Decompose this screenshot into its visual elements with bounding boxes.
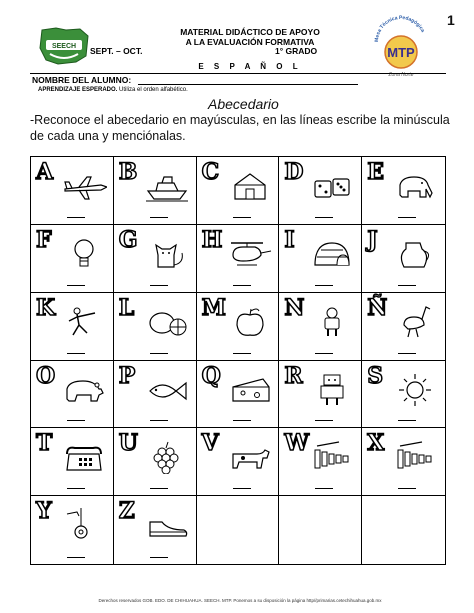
letter-cell bbox=[279, 225, 362, 293]
xylophone-icon bbox=[309, 440, 355, 474]
lowercase-answer-line[interactable] bbox=[398, 353, 416, 354]
lemon-icon bbox=[144, 305, 190, 339]
letter-cell bbox=[114, 428, 197, 496]
page-number: 1 bbox=[447, 12, 455, 28]
instruction-text: -Reconoce el abecedario en mayúsculas, en las líneas escribe la minúscula de cada una y menciónalas. bbox=[30, 113, 450, 143]
helicopter-icon bbox=[227, 237, 273, 271]
lowercase-answer-line[interactable] bbox=[398, 217, 416, 218]
lowercase-answer-line[interactable] bbox=[398, 420, 416, 421]
letter-cell bbox=[114, 361, 197, 429]
student-name-line[interactable] bbox=[138, 84, 358, 85]
letter-cell bbox=[114, 157, 197, 225]
lowercase-answer-line[interactable] bbox=[67, 557, 85, 558]
letter-cell bbox=[197, 293, 280, 361]
letter-cell bbox=[362, 428, 445, 496]
letter-cell bbox=[362, 293, 445, 361]
lowercase-answer-line[interactable] bbox=[315, 488, 333, 489]
svg-text:Mesa Técnica Pedagógica: Mesa Técnica Pedagógica bbox=[373, 14, 426, 43]
xylophone-icon bbox=[392, 440, 438, 474]
lowercase-answer-line[interactable] bbox=[233, 217, 251, 218]
robot-icon bbox=[309, 373, 355, 407]
lowercase-answer-line[interactable] bbox=[67, 285, 85, 286]
airplane-icon bbox=[61, 169, 107, 203]
cheese-icon bbox=[227, 373, 273, 407]
uppercase-letter: Z bbox=[118, 498, 135, 525]
footer-text: Derechos reservados GOB. EDO. DE CHIHUAHUA. SEECH. MTP. Ponemos a su disposición la página http//primarias.cetechihuahua.gob.mx bbox=[98, 598, 382, 603]
lowercase-answer-line[interactable] bbox=[315, 420, 333, 421]
lowercase-answer-line[interactable] bbox=[233, 285, 251, 286]
lowercase-answer-line[interactable] bbox=[315, 285, 333, 286]
uppercase-letter: S bbox=[367, 362, 384, 389]
empty-cell bbox=[279, 496, 362, 564]
uppercase-letter: W bbox=[284, 430, 310, 457]
fish-icon bbox=[144, 373, 190, 407]
letter-cell bbox=[279, 361, 362, 429]
cat-icon bbox=[144, 237, 190, 271]
uppercase-letter: A bbox=[36, 159, 54, 185]
letter-cell bbox=[279, 428, 362, 496]
header-line-2: A LA EVALUACIÓN FORMATIVA bbox=[185, 37, 315, 47]
uppercase-letter: Q bbox=[201, 362, 221, 389]
ostrich-icon bbox=[392, 305, 438, 339]
expected-learning-label: APRENDIZAJE ESPERADO. bbox=[38, 87, 118, 93]
lowercase-answer-line[interactable] bbox=[67, 217, 85, 218]
lowercase-answer-line[interactable] bbox=[67, 420, 85, 421]
letter-cell bbox=[114, 225, 197, 293]
empty-cell bbox=[197, 496, 280, 564]
lightbulb-icon bbox=[61, 237, 107, 271]
karate-icon bbox=[61, 305, 107, 339]
letter-cell bbox=[362, 361, 445, 429]
jug-icon bbox=[392, 237, 438, 271]
svg-text:MTP: MTP bbox=[387, 45, 415, 60]
lowercase-answer-line[interactable] bbox=[233, 353, 251, 354]
worksheet-title: Abecedario bbox=[208, 96, 279, 112]
letter-cell bbox=[31, 293, 114, 361]
uppercase-letter: O bbox=[36, 362, 56, 389]
letter-cell bbox=[31, 157, 114, 225]
uppercase-letter: I bbox=[284, 226, 295, 253]
lowercase-answer-line[interactable] bbox=[398, 285, 416, 286]
uppercase-letter: R bbox=[284, 362, 303, 389]
lowercase-answer-line[interactable] bbox=[315, 353, 333, 354]
letter-cell bbox=[31, 428, 114, 496]
uppercase-letter: U bbox=[118, 430, 138, 457]
boat-icon bbox=[144, 169, 190, 203]
child-icon bbox=[309, 305, 355, 339]
letter-cell bbox=[31, 361, 114, 429]
house-icon bbox=[227, 169, 273, 203]
letter-cell bbox=[197, 157, 280, 225]
expected-learning bbox=[38, 87, 188, 93]
grade-label: 1° GRADO bbox=[275, 46, 318, 56]
uppercase-letter: Y bbox=[36, 498, 52, 525]
uppercase-letter: K bbox=[36, 294, 56, 321]
letter-cell bbox=[114, 496, 197, 564]
svg-text:Zona Norte: Zona Norte bbox=[388, 72, 414, 78]
seech-logo bbox=[36, 26, 92, 66]
uppercase-letter: T bbox=[36, 430, 53, 457]
header-rule bbox=[30, 73, 446, 74]
letter-cell bbox=[362, 225, 445, 293]
mtp-logo bbox=[370, 14, 432, 80]
bear-icon bbox=[61, 373, 107, 407]
cow-icon bbox=[227, 440, 273, 474]
uppercase-letter: P bbox=[118, 362, 136, 389]
lowercase-answer-line[interactable] bbox=[398, 488, 416, 489]
lowercase-answer-line[interactable] bbox=[150, 217, 168, 218]
dice-icon bbox=[309, 169, 355, 203]
uppercase-letter: X bbox=[367, 430, 385, 457]
lowercase-answer-line[interactable] bbox=[315, 217, 333, 218]
letter-cell bbox=[31, 225, 114, 293]
header-line-1: MATERIAL DIDÁCTICO DE APOYO bbox=[180, 27, 320, 37]
grapes-icon bbox=[144, 440, 190, 474]
lowercase-answer-line[interactable] bbox=[67, 353, 85, 354]
apple-icon bbox=[227, 305, 273, 339]
uppercase-letter: C bbox=[201, 159, 220, 185]
igloo-icon bbox=[309, 237, 355, 271]
empty-cell bbox=[362, 496, 445, 564]
lowercase-answer-line[interactable] bbox=[150, 488, 168, 489]
letter-cell bbox=[197, 225, 280, 293]
lowercase-answer-line[interactable] bbox=[150, 285, 168, 286]
alphabet-grid bbox=[30, 156, 446, 565]
uppercase-letter: L bbox=[118, 294, 135, 321]
shoe-icon bbox=[144, 508, 190, 542]
letter-cell bbox=[279, 293, 362, 361]
uppercase-letter: M bbox=[201, 294, 226, 321]
elephant-icon bbox=[392, 169, 438, 203]
uppercase-letter: E bbox=[367, 159, 384, 185]
student-name-label: NOMBRE DEL ALUMNO: bbox=[32, 75, 132, 85]
uppercase-letter: G bbox=[118, 226, 138, 253]
lowercase-answer-line[interactable] bbox=[67, 488, 85, 489]
letter-cell bbox=[362, 157, 445, 225]
svg-text:SEECH: SEECH bbox=[51, 43, 77, 50]
lowercase-answer-line[interactable] bbox=[233, 420, 251, 421]
lowercase-answer-line[interactable] bbox=[233, 488, 251, 489]
uppercase-letter: V bbox=[201, 430, 219, 457]
uppercase-letter: J bbox=[367, 226, 378, 253]
letter-cell bbox=[197, 361, 280, 429]
sun-icon bbox=[392, 373, 438, 407]
subject-label: E S P A Ñ O L bbox=[198, 62, 302, 71]
telephone-icon bbox=[61, 440, 107, 474]
lowercase-answer-line[interactable] bbox=[150, 557, 168, 558]
lowercase-answer-line[interactable] bbox=[150, 420, 168, 421]
letter-cell bbox=[279, 157, 362, 225]
letter-cell bbox=[31, 496, 114, 564]
lowercase-answer-line[interactable] bbox=[150, 353, 168, 354]
letter-cell bbox=[114, 293, 197, 361]
uppercase-letter: H bbox=[201, 226, 223, 253]
period-label: SEPT. – OCT. bbox=[90, 46, 143, 56]
letter-cell bbox=[197, 428, 280, 496]
uppercase-letter: D bbox=[284, 159, 304, 185]
uppercase-letter: Ñ bbox=[367, 294, 388, 321]
uppercase-letter: N bbox=[284, 294, 305, 321]
uppercase-letter: B bbox=[118, 159, 138, 185]
yoyo-icon bbox=[61, 508, 107, 542]
uppercase-letter: F bbox=[36, 226, 52, 253]
expected-learning-text: Utiliza el orden alfabético. bbox=[117, 87, 188, 93]
